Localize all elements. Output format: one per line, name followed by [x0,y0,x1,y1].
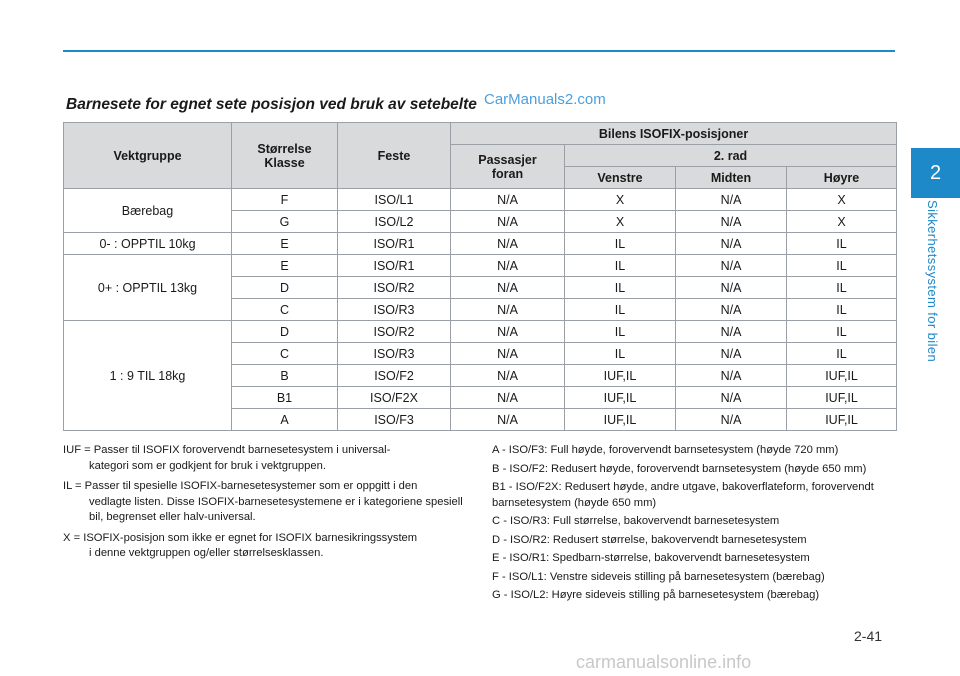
front-passenger-cell: N/A [451,321,565,343]
right-cell: IL [787,255,897,277]
table-row [64,255,897,277]
front-passenger-cell: N/A [451,255,565,277]
legend-right [492,443,895,607]
left-cell: IL [565,255,676,277]
fixture-cell: ISO/R3 [338,299,451,321]
size-cell: D [232,277,338,299]
fixture-cell: ISO/F2 [338,365,451,387]
chapter-number-tab: 2 [911,148,960,198]
size-cell: E [232,255,338,277]
size-cell: C [232,343,338,365]
legend-text: ISOFIX-posisjon som ikke er egnet for ISOFIX barnesikringssystem [83,531,418,544]
watermark-top: CarManuals2.com [484,91,606,108]
fixture-cell: ISO/R2 [338,321,451,343]
legend-text: Passer til ISOFIX forovervendt barnesetesystem i universal- [93,444,391,456]
table-row [64,321,897,343]
middle-cell: N/A [676,365,787,387]
right-cell: X [787,211,897,233]
header-size-class: Størrelse Klasse [232,123,338,189]
front-passenger-cell: N/A [451,299,565,321]
middle-cell: N/A [676,299,787,321]
legend-term: IUF = [63,444,94,456]
middle-cell: N/A [676,277,787,299]
legend-term: X = [63,531,84,544]
legend-text-continued: vedlagte listen. Disse ISOFIX-barnesetesystemene er i kategoriene spesiell bil, begrenset eller halv-universal. [89,495,463,523]
weight-group-cell: 0+ : OPPTIL 13kg [64,255,232,321]
top-rule [63,50,895,52]
fixture-definition: D - ISO/R2: Redusert størrelse, bakovervendt barnesetesystem [492,533,807,546]
left-cell: IUF,IL [565,387,676,409]
legend-item [63,479,469,526]
middle-cell: N/A [676,233,787,255]
size-cell: G [232,211,338,233]
left-cell: IL [565,277,676,299]
fixture-definition: A - ISO/F3: Full høyde, forovervendt barnsetesystem (høyde 720 mm) [492,444,839,456]
right-cell: IL [787,277,897,299]
weight-group-cell: Bærebag [64,189,232,233]
header-second-row: 2. rad [565,145,897,167]
header-front-passenger: Passasjer foran [451,145,565,189]
middle-cell: N/A [676,211,787,233]
middle-cell: N/A [676,255,787,277]
size-cell: E [232,233,338,255]
size-cell: A [232,409,338,431]
header-middle: Midten [676,167,787,189]
right-cell: IL [787,299,897,321]
fixture-definition: E - ISO/R1: Spedbarn-størrelse, bakovervendt barnesetesystem [492,552,810,564]
fixture-definition: F - ISO/L1: Venstre sideveis stilling på barnesetesystem (bærebag) [492,570,825,583]
size-cell: B [232,365,338,387]
header-fixture: Feste [338,123,451,189]
front-passenger-cell: N/A [451,211,565,233]
header-right: Høyre [787,167,897,189]
legend-text: Passer til spesielle ISOFIX-barnesetesystemer som er oppgitt i den [84,480,418,492]
header-isofix-positions: Bilens ISOFIX-posisjoner [451,123,897,145]
right-cell: X [787,189,897,211]
table-row [64,233,897,255]
front-passenger-cell: N/A [451,233,565,255]
header-left: Venstre [565,167,676,189]
right-cell: IL [787,233,897,255]
left-cell: X [565,189,676,211]
legend-item [63,531,469,562]
middle-cell: N/A [676,343,787,365]
left-cell: IL [565,233,676,255]
left-cell: IL [565,321,676,343]
fixture-definition: B - ISO/F2: Redusert høyde, forovervendt barnsetesystem (høyde 650 mm) [492,462,867,475]
header-weight-group: Vektgruppe [64,123,232,189]
legend-term: IL = [63,480,85,492]
size-cell: F [232,189,338,211]
middle-cell: N/A [676,409,787,431]
right-cell: IUF,IL [787,409,897,431]
legend-text-continued: kategori som er godkjent for bruk i vektgruppen. [89,459,326,472]
left-cell: IL [565,299,676,321]
front-passenger-cell: N/A [451,343,565,365]
fixture-cell: ISO/L2 [338,211,451,233]
size-cell: B1 [232,387,338,409]
left-cell: X [565,211,676,233]
isofix-table [63,122,897,431]
left-cell: IL [565,343,676,365]
legend-left [63,443,469,567]
page-number: 2-41 [854,628,883,644]
weight-group-cell: 0- : OPPTIL 10kg [64,233,232,255]
legend-item [63,443,469,474]
front-passenger-cell: N/A [451,277,565,299]
right-cell: IUF,IL [787,365,897,387]
front-passenger-cell: N/A [451,365,565,387]
table-row [64,189,897,211]
fixture-definition: G - ISO/L2: Høyre sideveis stilling på barnesetesystem (bærebag) [492,589,820,601]
left-cell: IUF,IL [565,365,676,387]
section-title: Barnesete for egnet sete posisjon ved bruk av setebelte [66,96,477,113]
front-passenger-cell: N/A [451,189,565,211]
right-cell: IL [787,321,897,343]
middle-cell: N/A [676,189,787,211]
size-cell: D [232,321,338,343]
front-passenger-cell: N/A [451,387,565,409]
fixture-cell: ISO/R3 [338,343,451,365]
fixture-cell: ISO/F2X [338,387,451,409]
left-cell: IUF,IL [565,409,676,431]
middle-cell: N/A [676,387,787,409]
fixture-cell: ISO/R1 [338,233,451,255]
fixture-cell: ISO/R1 [338,255,451,277]
right-cell: IL [787,343,897,365]
watermark-bottom: carmanualsonline.info [576,652,752,672]
front-passenger-cell: N/A [451,409,565,431]
chapter-side-title: Sikkerhetssystem for bilen [925,200,940,363]
middle-cell: N/A [676,321,787,343]
size-cell: C [232,299,338,321]
fixture-cell: ISO/L1 [338,189,451,211]
fixture-cell: ISO/F3 [338,409,451,431]
fixture-definition: B1 - ISO/F2X: Redusert høyde, andre utgave, bakoverflateform, forovervendt barnsetesystem (høyde 650 mm) [492,481,874,509]
legend-text-continued: i denne vektgruppen og/eller størrelsesklassen. [89,547,324,559]
right-cell: IUF,IL [787,387,897,409]
fixture-definition: C - ISO/R3: Full størrelse, bakovervendt barnesetesystem [492,515,780,527]
fixture-cell: ISO/R2 [338,277,451,299]
weight-group-cell: 1 : 9 TIL 18kg [64,321,232,431]
